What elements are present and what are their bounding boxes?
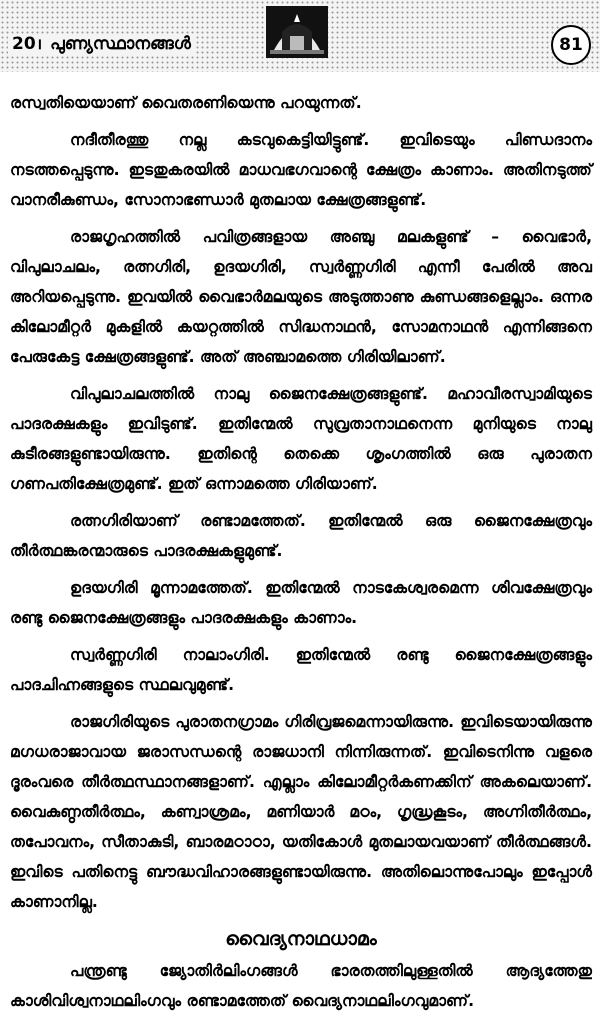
paragraph-2: നദീതീരത്തു നല്ല കടവുകെട്ടിയിട്ടുണ്ട്. ഇവിടെയും പിണ്ഡദാനം നടത്തപ്പെടുന്നു. ഇടതുകരയിൽ മാധവഭഗവാന്റെ ക്ഷേത്രം കാണാം. അതിനടുത്ത് വാനരീകുണ്ഡം, സോനാഭണ്ഡാർ മുതലായ ക്ഷേത്രങ്ങളുണ്ട്. [10, 131, 592, 209]
section-paragraph: പന്ത്രണ്ടു ജ്യോതിർലിംഗങ്ങൾ ഭാരതത്തിലുള്ളതിൽ ആദ്യത്തേതു കാശിവിശ്വനാഥലിംഗവും രണ്ടാമത്തേത് വൈദ്യനാഥലിംഗവുമാണ്. [10, 962, 592, 1010]
paragraph-8: രാജഗിരിയുടെ പുരാതനഗ്രാമം ഗിരിവ്രജമെന്നായിരുന്നു. ഇവിടെയായിരുന്നു മഗധരാജാവായ ജരാസന്ധന്റെ രാജധാനി നിന്നിരുന്നത്. ഇവിടെനിന്നു വളരെ ദൂരംവരെ തീർത്ഥസ്ഥാനങ്ങളാണ്. എല്ലാം കിലോമീറ്റർകണക്കിന് അകലെയാണ്. വൈകുണ്ഠതീർത്ഥം, കണ്വാശ്രമം, മണിയാർ മഠം, ഗൃദ്ധ്രകൂടം, അഗ്നിതീർത്ഥം, തപോവനം, സീതാകുടി, ബാരമഠാഠാ, യതികോൾ മുതലായവയാണ് തീർത്ഥങ്ങൾ. ഇവിടെ പതിനെട്ടു ബൗദ്ധവിഹാരങ്ങളുണ്ടായിരുന്നു. അതിലൊന്നുപോലും ഇപ്പോൾ കാണാനില്ല. [10, 713, 592, 911]
paragraph-7: സ്വർണ്ണഗിരി നാലാംഗിരി. ഇതിന്മേൽ രണ്ടു ജൈനക്ഷേത്രങ്ങളും പാദചിഹ്നങ്ങളുടെ സ്ഥലവുമുണ്ട്. [10, 646, 592, 694]
page-header [0, 0, 600, 72]
page-number: 81 [551, 25, 591, 65]
paragraph-6: ഉദയഗിരി മൂന്നാമത്തേത്. ഇതിന്മേൽ നാടകേശ്വരമെന്ന ശിവക്ഷേത്രവും രണ്ടു ജൈനക്ഷേത്രങ്ങളും പാദരക്ഷകളും കാണാം. [10, 579, 592, 627]
running-title: 20। പുണ്യസ്ഥാനങ്ങൾ [8, 34, 195, 54]
paragraph-5: രത്നഗിരിയാണ് രണ്ടാമത്തേത്. ഇതിന്മേൽ ഒരു ജൈനക്ഷേത്രവും തീർത്ഥങ്കരന്മാരുടെ പാദരക്ഷകളുമുണ്ട്. [10, 512, 592, 560]
paragraph-3: രാജഗൃഹത്തിൽ പവിത്രങ്ങളായ അഞ്ചു മലകളുണ്ട് – വൈഭാർ, വിപുലാചലം, രത്നഗിരി, ഉദയഗിരി, സ്വർണ്ണഗിരി എന്നീ പേരിൽ അവ അറിയപ്പെടുന്നു. ഇവയിൽ വൈഭാർമലയുടെ അടുത്താണു കുണ്ഡങ്ങളെല്ലാം. ഒന്നര കിലോമീറ്റർ മുകളിൽ കയറ്റത്തിൽ സിദ്ധനാഥൻ, സോമനാഥൻ എന്നിങ്ങനെ പേരുകേട്ട ക്ഷേത്രങ്ങളുണ്ട്. അത് അഞ്ചാമത്തെ ഗിരിയിലാണ്. [10, 228, 592, 366]
paragraph-1: രസ്വതിയെയാണ് വൈതരണിയെന്നു പറയുന്നത്. [10, 94, 362, 112]
paragraph-4: വിപുലാചലത്തിൽ നാലു ജൈനക്ഷേത്രങ്ങളുണ്ട്. മഹാവീരസ്വാമിയുടെ പാദരക്ഷകളും ഇവിടുണ്ട്. ഇതിന്മേൽ സുവ്രതാനാഥനെന്ന മുനിയുടെ നാലു കുടീരങ്ങളുണ്ടായിരുന്നു. ഇതിന്റെ തെക്കെ ശൃംഗത്തിൽ ഒരു പുരാതന ഗണപതിക്ഷേത്രമുണ്ട്. ഇത് ഒന്നാമത്തെ ഗിരിയാണ്. [10, 385, 592, 493]
temple-emblem-icon [266, 6, 328, 58]
section-heading: വൈദ്യനാഥധാമം [225, 928, 377, 950]
page-body [10, 88, 592, 1023]
